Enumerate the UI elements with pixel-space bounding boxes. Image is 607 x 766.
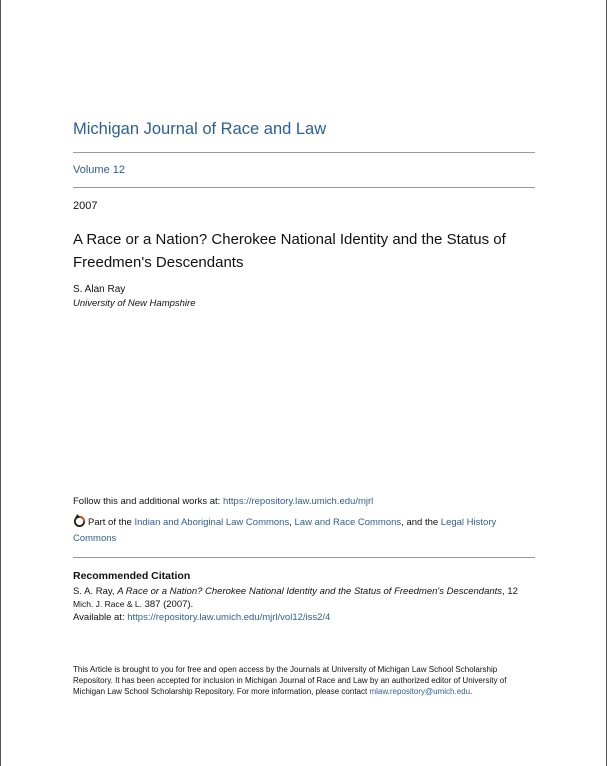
article-url-link[interactable]: https://repository.law.umich.edu/mjrl/vol12/iss2/4 — [127, 612, 331, 623]
footer-end: . — [470, 687, 473, 696]
contact-email-link[interactable]: mlaw.repository@umich.edu — [369, 687, 471, 696]
follow-prefix: Follow this and additional works at: — [73, 496, 223, 507]
follow-line — [73, 496, 373, 507]
volume-link[interactable]: Volume 12 — [73, 164, 125, 176]
citation-journal-abbrev: Mich. J. Race & L. — [73, 599, 142, 609]
citation-pages: 387 (2007). — [141, 599, 194, 610]
available-prefix: Available at: — [73, 612, 128, 623]
footer-text: This Article is brought to you for free and open access by the Journals at University of Michigan Law School Scholarship Repository. It has been accepted for inclusion in Michigan Journal of Race and Law by an authorized editor of University of Michigan Law School Scholarship Repository. For more information, please contact — [73, 665, 507, 696]
divider — [73, 152, 535, 153]
divider — [73, 187, 535, 188]
indian-aboriginal-law-link[interactable]: Indian and Aboriginal Law Commons — [134, 517, 290, 528]
author-name: S. Alan Ray — [73, 284, 126, 295]
separator: , and the — [401, 517, 441, 528]
citation-volume: , 12 — [502, 586, 518, 597]
separator: , — [289, 517, 295, 528]
open-access-icon — [73, 514, 86, 527]
author-affiliation: University of New Hampshire — [73, 298, 196, 309]
publication-year: 2007 — [73, 200, 98, 212]
footer-notice — [73, 664, 533, 697]
citation-title: A Race or a Nation? Cherokee National Identity and the Status of Freedmen's Descendants — [117, 586, 503, 597]
part-of-line — [73, 514, 539, 547]
citation-author: S. A. Ray, — [73, 586, 118, 597]
recommended-citation-heading: Recommended Citation — [73, 570, 191, 582]
law-race-commons-link[interactable]: Law and Race Commons — [294, 517, 402, 528]
divider — [73, 557, 535, 558]
journal-title-link[interactable]: Michigan Journal of Race and Law — [73, 120, 327, 138]
repository-link[interactable]: https://repository.law.umich.edu/mjrl — [222, 496, 374, 507]
legal-history-commons-link[interactable]: Legal History Commons — [73, 517, 497, 544]
citation-text — [73, 585, 543, 624]
article-title: A Race or a Nation? Cherokee National Identity and the Status of Freedmen's Descendants — [73, 231, 506, 271]
part-of-prefix: Part of the — [88, 517, 135, 528]
